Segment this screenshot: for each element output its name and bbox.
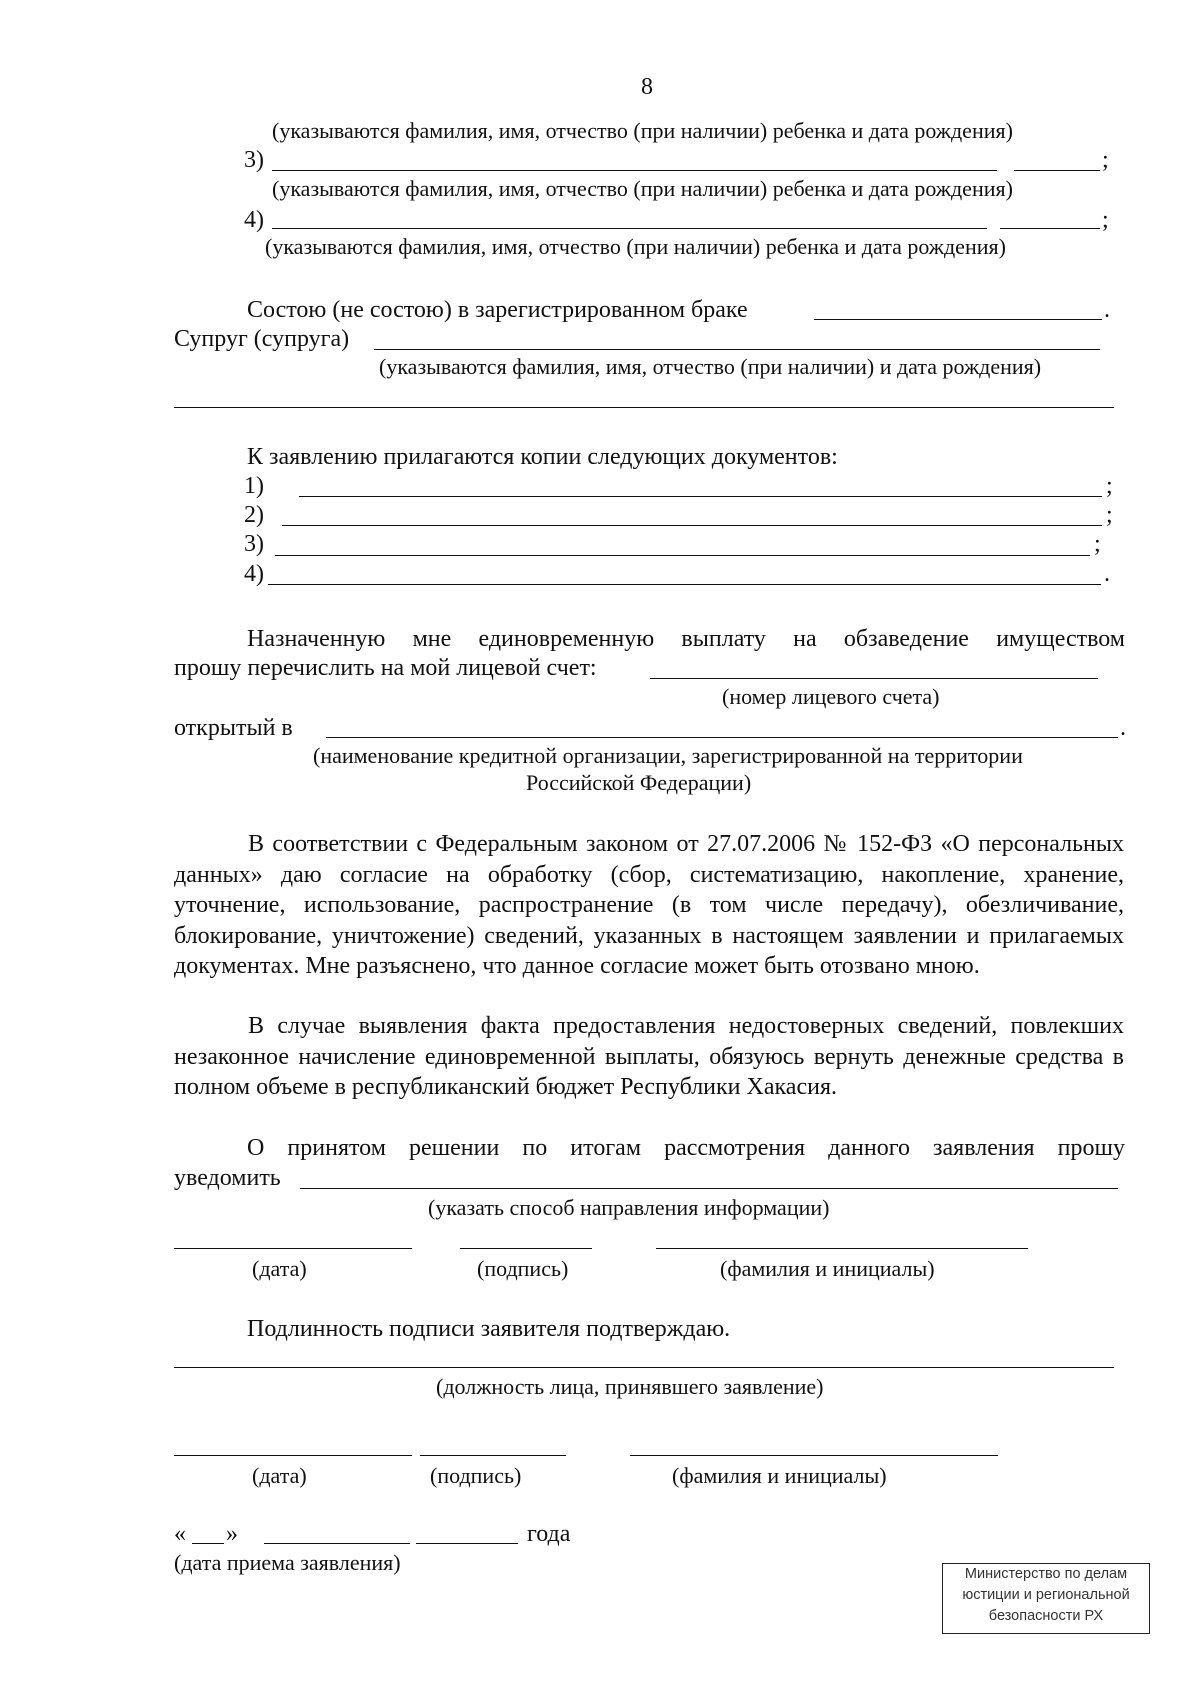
child-4-semicolon: ; bbox=[1102, 207, 1109, 233]
attachment-4-period: . bbox=[1104, 561, 1110, 587]
applicant-signature-hint: (подпись) bbox=[477, 1256, 569, 1281]
receipt-year-field[interactable] bbox=[416, 1543, 518, 1544]
consent-text: соответствии с Федеральным законом от 27.07.2006 № 152-ФЗ «О персональных данных» даю согласие на обработку (сбор, систематизацию, накопление, хранение, уточнение, использование, распространение (в том числе передачу), обезличивание, блокирование, уничтожение) сведений, указанных в настоящем заявлении и прилагаемых документах. Мне разъяснено, что данное согласие может быть отозвано мною. bbox=[174, 831, 1125, 979]
attachment-4-field[interactable] bbox=[268, 584, 1101, 585]
receipt-date-hint: (дата приема заявления) bbox=[174, 1550, 401, 1575]
spouse-hint: (указываются фамилия, имя, отчество (при наличии) и дата рождения) bbox=[379, 354, 1042, 379]
receipt-close-quote: » bbox=[226, 1521, 238, 1547]
applicant-date-field[interactable] bbox=[174, 1248, 412, 1249]
attachment-3-label: 3) bbox=[244, 531, 264, 557]
stamp-line-3: безопасности РХ bbox=[988, 1608, 1104, 1624]
official-position-field[interactable] bbox=[174, 1367, 1114, 1368]
official-name-hint: (фамилия и инициалы) bbox=[672, 1463, 887, 1488]
account-number-field[interactable] bbox=[650, 678, 1098, 679]
page-number: 8 bbox=[641, 74, 653, 100]
payment-line-2: прошу перечислить на мой лицевой счет: bbox=[174, 655, 597, 681]
refund-paragraph bbox=[174, 1011, 1124, 1103]
attachment-1-semicolon: ; bbox=[1106, 473, 1113, 499]
applicant-name-hint: (фамилия и инициалы) bbox=[720, 1256, 935, 1281]
bank-name-field[interactable] bbox=[326, 737, 1118, 738]
ministry-stamp bbox=[942, 1563, 1150, 1634]
official-signature-field[interactable] bbox=[420, 1455, 566, 1456]
attachment-1-label: 1) bbox=[244, 473, 264, 499]
spouse-field-continued[interactable] bbox=[174, 407, 1114, 408]
verification-text: Подлинность подписи заявителя подтверждаю. bbox=[247, 1316, 731, 1342]
refund-text: случае выявления факта предоставления недостоверных сведений, повлекших незаконное начисление единовременной выплаты, обязуюсь вернуть денежные средства в полном объеме в республиканский бюджет Республики Хакасия. bbox=[174, 1013, 1125, 1100]
opened-in-label: открытый в bbox=[174, 715, 293, 741]
applicant-date-hint: (дата) bbox=[252, 1256, 307, 1281]
child-4-date-field[interactable] bbox=[1000, 228, 1100, 229]
child-item-4-label: 4) bbox=[244, 207, 264, 233]
notify-method-field[interactable] bbox=[300, 1188, 1118, 1189]
receipt-open-quote: « bbox=[174, 1521, 186, 1547]
bank-period: . bbox=[1120, 715, 1126, 741]
applicant-name-field[interactable] bbox=[656, 1248, 1028, 1249]
attachment-4-label: 4) bbox=[244, 561, 264, 587]
marriage-period: . bbox=[1104, 297, 1110, 323]
child-3-date-field[interactable] bbox=[1014, 170, 1100, 171]
attachments-heading: К заявлению прилагаются копии следующих документов: bbox=[247, 444, 838, 470]
bank-hint-line-2: Российской Федерации) bbox=[526, 770, 752, 795]
receipt-year-word: года bbox=[527, 1521, 571, 1547]
spouse-field[interactable] bbox=[374, 349, 1100, 350]
attachment-1-field[interactable] bbox=[299, 496, 1102, 497]
attachment-2-label: 2) bbox=[244, 502, 264, 528]
attachment-3-semicolon: ; bbox=[1094, 531, 1101, 557]
child-3-semicolon: ; bbox=[1102, 147, 1109, 173]
receipt-day-field[interactable] bbox=[192, 1543, 224, 1544]
attachment-2-field[interactable] bbox=[282, 525, 1102, 526]
child-hint-3: (указываются фамилия, имя, отчество (при наличии) ребенка и дата рождения) bbox=[272, 176, 1013, 201]
official-date-field[interactable] bbox=[174, 1455, 412, 1456]
official-date-hint: (дата) bbox=[252, 1463, 307, 1488]
spouse-label: Супруг (супруга) bbox=[174, 326, 350, 352]
child-item-3-label: 3) bbox=[244, 147, 264, 173]
official-position-hint: (должность лица, принявшего заявление) bbox=[436, 1374, 824, 1399]
marriage-status-text: Состою (не состою) в зарегистрированном браке bbox=[247, 297, 748, 323]
notify-line-2: уведомить bbox=[174, 1165, 281, 1191]
notify-hint: (указать способ направления информации) bbox=[428, 1195, 830, 1220]
official-signature-hint: (подпись) bbox=[430, 1463, 522, 1488]
notify-line-1: О принятом решении по итогам рассмотрения данного заявления прошу bbox=[247, 1135, 1125, 1161]
receipt-month-field[interactable] bbox=[264, 1543, 410, 1544]
child-hint-2: (указываются фамилия, имя, отчество (при наличии) ребенка и дата рождения) bbox=[272, 118, 1013, 143]
consent-first-word: В bbox=[248, 831, 265, 857]
child-4-name-field[interactable] bbox=[272, 228, 987, 229]
applicant-signature-field[interactable] bbox=[460, 1248, 592, 1249]
official-name-field[interactable] bbox=[630, 1455, 998, 1456]
child-3-name-field[interactable] bbox=[272, 170, 997, 171]
consent-paragraph bbox=[174, 829, 1124, 982]
bank-hint-line-1: (наименование кредитной организации, зарегистрированной на территории bbox=[313, 743, 1023, 768]
child-hint-4: (указываются фамилия, имя, отчество (при наличии) ребенка и дата рождения) bbox=[265, 234, 1006, 259]
stamp-line-2: юстиции и региональной bbox=[962, 1587, 1130, 1603]
refund-first-word: В bbox=[248, 1013, 265, 1039]
account-number-hint: (номер лицевого счета) bbox=[722, 684, 940, 709]
marriage-status-field[interactable] bbox=[814, 319, 1102, 320]
attachment-3-field[interactable] bbox=[275, 555, 1090, 556]
stamp-line-1: Министерство по делам bbox=[964, 1566, 1128, 1582]
payment-line-1: Назначенную мне единовременную выплату на обзаведение имуществом bbox=[247, 626, 1125, 652]
attachment-2-semicolon: ; bbox=[1106, 502, 1113, 528]
